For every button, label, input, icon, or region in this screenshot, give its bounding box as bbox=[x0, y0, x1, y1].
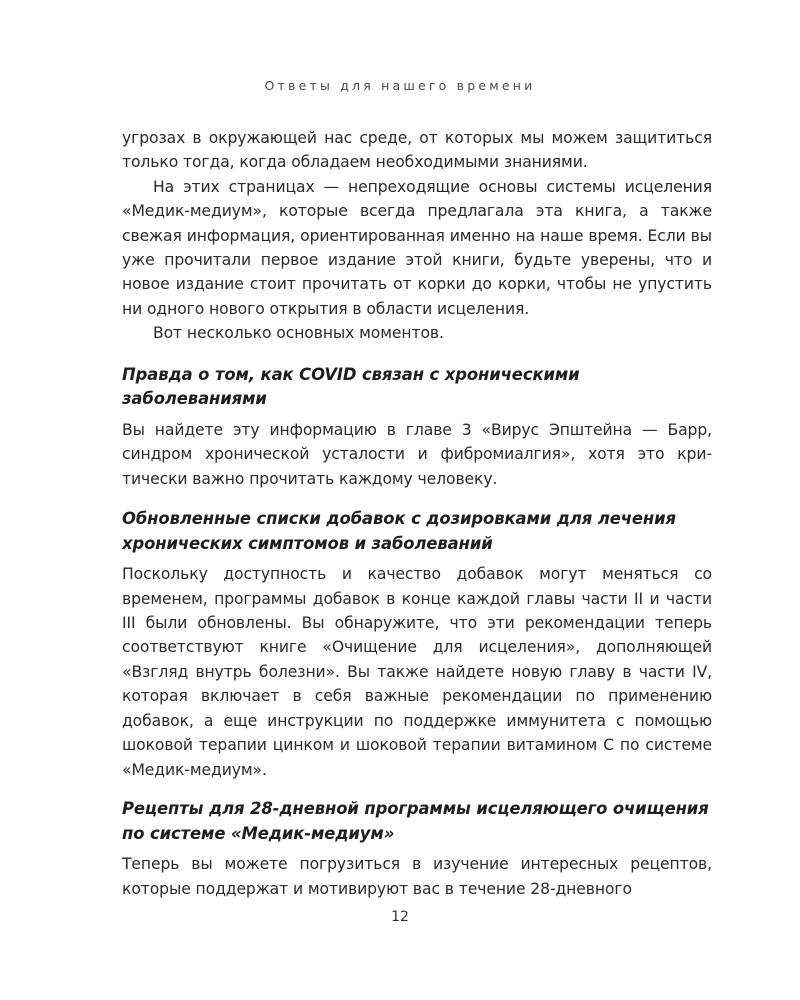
intro-paragraph-2: На этих страницах — непреходящие основы системы исцеления «Медик-медиум», которые всегда предлагала эта книга, а также свежая информация, ориентированная именно на наше время. Если вы уже прочитали первое издание этой книги, будьте уверены, что и новое издание стоит прочитать от корки до корки, чтобы не упустить ни одного нового открытия в области исцеления. bbox=[122, 177, 712, 318]
section-text-supplements: Поскольку доступность и качество добавок могут меняться со временем, программы добавок в конце каждой главы части II и части III были обновлены. Вы обнаружите, что эти рекомендации теперь соответствуют книге «Очищение для исцеления», дополняющей «Взгляд внутрь болезни». Вы также найдете новую главу в части IV, которая включает в себя важные рекомендации по применению добавок, а еще инструкции по поддержке иммунитета с помощью шоковой терапии цинком и шоковой терапии витамином С по системе «Медик-медиум». bbox=[122, 565, 712, 779]
section-text-recipes: Теперь вы можете погрузиться в изучение интересных рецептов, которые поддержат и мотивируют вас в течение 28-дневного bbox=[122, 855, 712, 898]
section-title-supplements: Обновленные списки добавок с дозировками для лечения хронических симптомов и заболеваний bbox=[122, 509, 676, 553]
page-content bbox=[122, 126, 712, 901]
section-title-recipes: Рецепты для 28-дневной программы исцеляющего очищения по системе «Медик-медиум» bbox=[122, 798, 709, 843]
running-head: Ответы для нашего времени bbox=[264, 78, 536, 93]
page-number: 12 bbox=[391, 909, 409, 925]
section-title-covid: Правда о том, как COVID связан с хроническими заболеваниями bbox=[122, 364, 580, 409]
section-text-covid: Вы найдете эту информацию в главе 3 «Вирус Эпштейна — Барр, синдром хронической усталости и фибромиалгия», хотя это критически важно прочитать каждому человеку. bbox=[122, 420, 712, 488]
intro-paragraph-1: угрозах в окружающей нас среде, от которых мы можем защититься только тогда, когда обладаем необходимыми знаниями. bbox=[122, 129, 712, 172]
intro-paragraph-3: Вот несколько основных моментов. bbox=[153, 324, 444, 343]
